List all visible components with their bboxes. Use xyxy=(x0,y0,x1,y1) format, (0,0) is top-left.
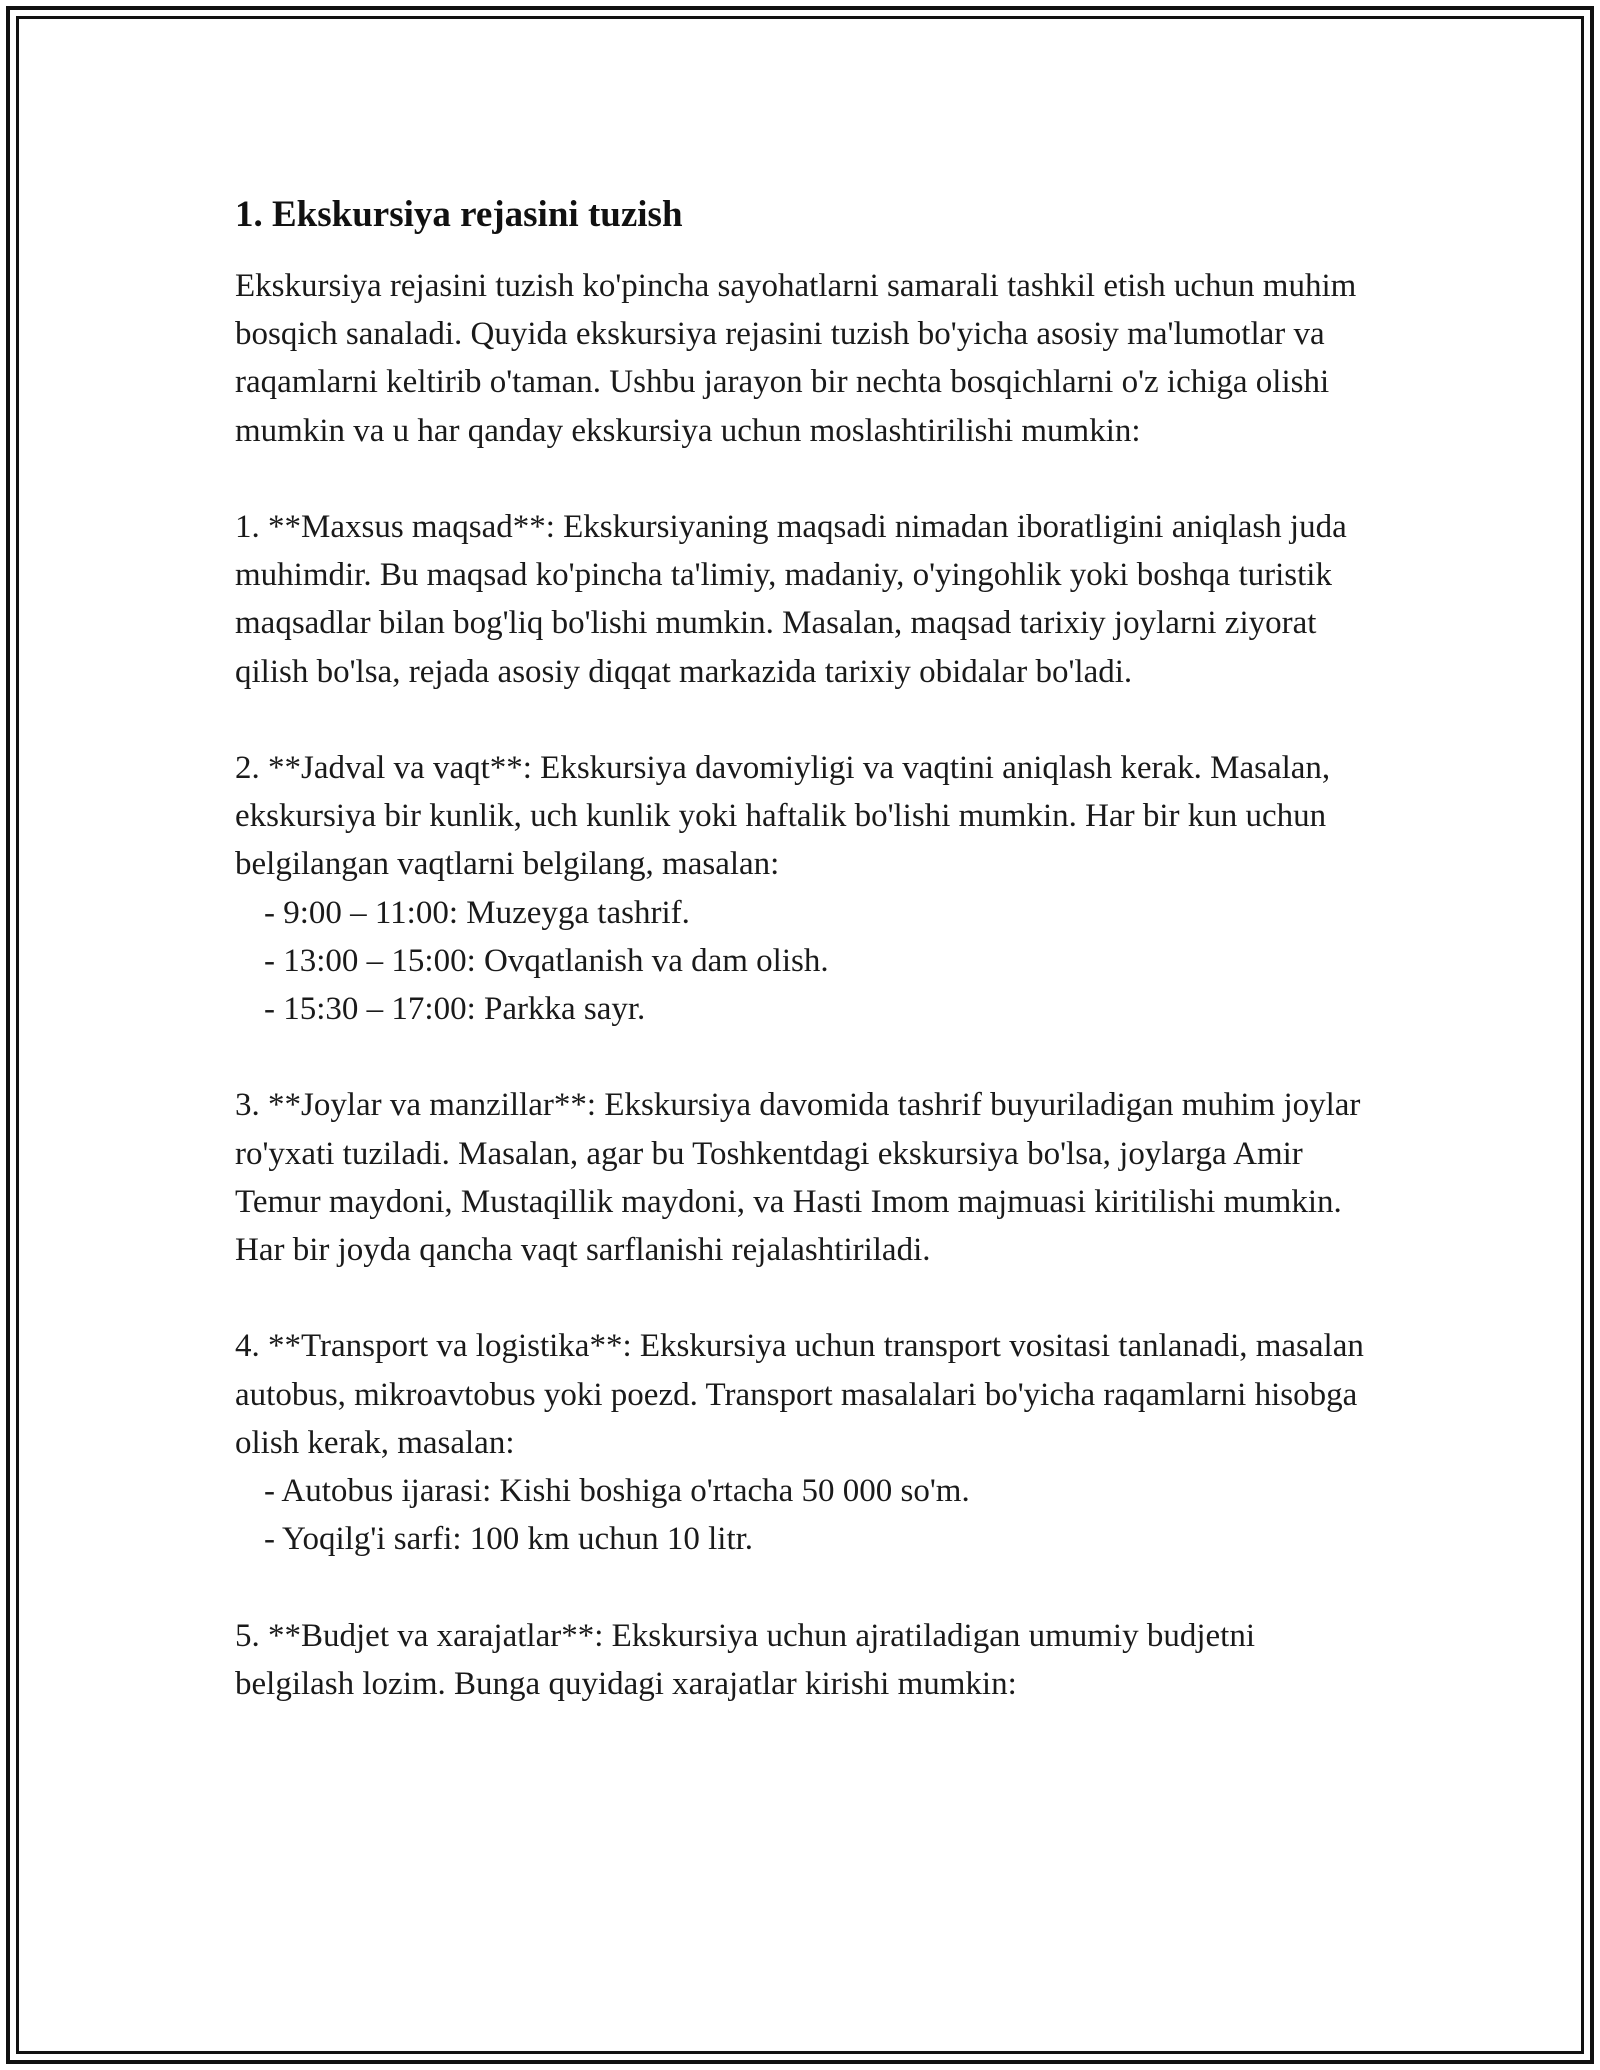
section-3 xyxy=(235,1081,1375,1274)
document-title: 1. Ekskursiya rejasini tuzish xyxy=(235,194,683,235)
schedule-item: - 15:30 – 17:00: Parkka sayr. xyxy=(264,991,646,1028)
transport-item: - Autobus ijarasi: Kishi boshiga o'rtacha 50 000 so'm. xyxy=(264,1473,970,1510)
paragraph-gap xyxy=(235,1274,1375,1322)
paragraph-gap xyxy=(235,1563,1375,1611)
section-1 xyxy=(235,503,1375,696)
section-paragraph: 4. **Transport va logistika**: Ekskursiya uchun transport vositasi tanlanadi, masalan autobus, mikroavtobus yoki poezd. Transport masalalari bo'yicha raqamlarni hisobga olish kerak, masalan: xyxy=(235,1328,1373,1461)
section-paragraph: 3. **Joylar va manzillar**: Ekskursiya davomida tashrif buyuriladigan muhim joylar ro'yxati tuziladi. Masalan, agar bu Toshkentdagi ekskursiya bo'lsa, joylarga Amir Temur maydoni, Mustaqillik maydoni, va Hasti Imom majmuasi kiritilishi mumkin. Har bir joyda qancha vaqt sarflanishi rejalashtiriladi. xyxy=(235,1087,1369,1269)
paragraph-gap xyxy=(235,696,1375,744)
document-body xyxy=(235,188,1375,1708)
paragraph-gap xyxy=(235,455,1375,503)
section-paragraph: 5. **Budjet va xarajatlar**: Ekskursiya uchun ajratiladigan umumiy budjetni belgilash lozim. Bunga quyidagi xarajatlar kirishi mumkin: xyxy=(235,1617,1264,1702)
paragraph-gap xyxy=(235,1033,1375,1081)
section-2 xyxy=(235,744,1375,1033)
section-paragraph: 1. **Maxsus maqsad**: Ekskursiyaning maqsadi nimadan iboratligini aniqlash juda muhimdir. Bu maqsad ko'pincha ta'limiy, madaniy, o'yingohlik yoki boshqa turistik maqsadlar bilan bog'liq bo'lishi mumkin. Masalan, maqsad tarixiy joylarni ziyorat qilish bo'lsa, rejada asosiy diqqat markazida tarixiy obidalar bo'ladi. xyxy=(235,509,1356,690)
section-5 xyxy=(235,1612,1375,1708)
intro-paragraph: Ekskursiya rejasini tuzish ko'pincha sayohatlarni samarali tashkil etish uchun muhim bosqich sanaladi. Quyida ekskursiya rejasini tuzish bo'yicha asosiy ma'lumotlar va raqamlarni keltirib o'taman. Ushbu jarayon bir nechta bosqichlarni o'z ichiga olishi mumkin va u har qanday ekskursiya uchun moslashtirilishi mumkin: xyxy=(235,268,1365,449)
schedule-item: - 9:00 – 11:00: Muzeyga tashrif. xyxy=(264,894,690,931)
schedule-item: - 13:00 – 15:00: Ovqatlanish va dam olish. xyxy=(264,942,829,979)
transport-item: - Yoqilg'i sarfi: 100 km uchun 10 litr. xyxy=(264,1521,754,1558)
section-paragraph: 2. **Jadval va vaqt**: Ekskursiya davomiyligi va vaqtini aniqlash kerak. Masalan, ekskursiya bir kunlik, uch kunlik yoki haftalik bo'lishi mumkin. Har bir kun uchun belgilangan vaqtlarni belgilang, masalan: xyxy=(235,750,1339,883)
section-4 xyxy=(235,1322,1375,1563)
